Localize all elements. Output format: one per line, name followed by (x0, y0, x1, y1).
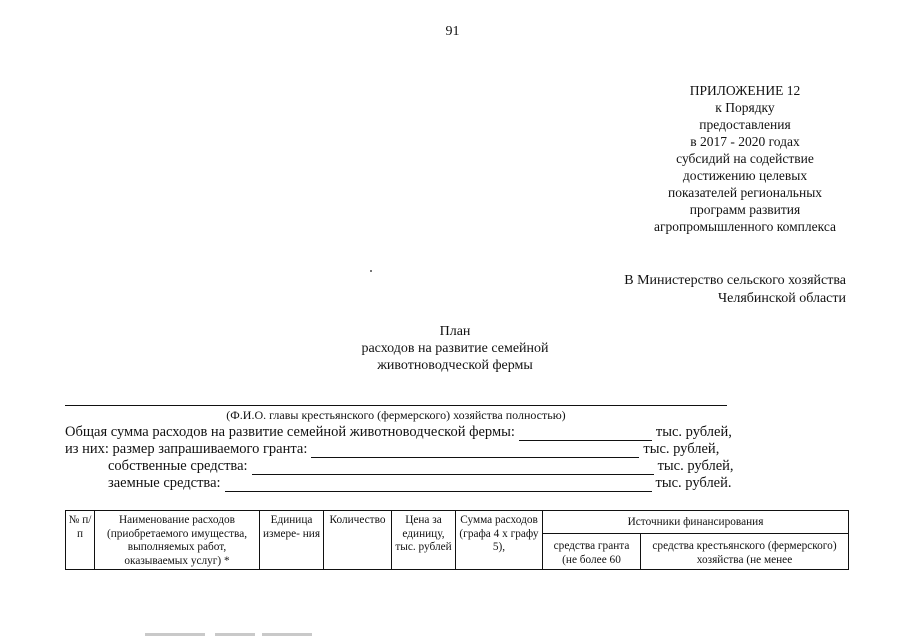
plan-title-line-1: План (439, 324, 471, 339)
loan-funds-row (108, 475, 732, 492)
grant-sum-blank[interactable] (311, 444, 639, 458)
own-funds-blank[interactable] (252, 461, 654, 475)
loan-funds-label: заемные средства: (108, 475, 221, 491)
appendix-line: субсидий на содействие (676, 151, 814, 166)
page-number: 91 (445, 24, 460, 39)
addressee-block (560, 272, 846, 307)
plan-title-line-3: животноводческой фермы (377, 358, 533, 373)
own-funds-unit: тыс. рублей, (657, 458, 734, 474)
own-funds-row (108, 458, 734, 475)
loan-funds-unit: тыс. рублей. (655, 475, 732, 491)
col-header-quantity: Количество (324, 511, 392, 570)
own-funds-label: собственные средства: (108, 458, 248, 474)
col-header-grant-funds: средства гранта (не более 60 (543, 534, 641, 570)
fio-caption: (Ф.И.О. главы крестьянского (фермерского) хозяйства полностью) (226, 408, 566, 422)
plan-title (300, 323, 610, 374)
total-sum-row (65, 424, 732, 441)
col-header-unit-price: Цена за единицу, тыс. рублей (392, 511, 456, 570)
appendix-line: достижению целевых (682, 168, 808, 183)
col-header-expense-name: Наименование расходов (приобретаемого имущества, выполняемых работ, оказываемых услуг) * (95, 511, 260, 570)
scan-artifact (215, 633, 255, 636)
appendix-line: ПРИЛОЖЕНИЕ 12 (689, 83, 801, 98)
total-sum-blank[interactable] (519, 427, 652, 441)
page-bottom (0, 578, 905, 640)
fio-blank-line[interactable] (65, 405, 727, 406)
addressee-line-1: В Министерство сельского хозяйства (624, 273, 846, 288)
grant-sum-label: из них: размер запрашиваемого гранта: (65, 441, 308, 457)
addressee-line-2: Челябинской области (718, 290, 846, 306)
grant-sum-row (65, 441, 719, 458)
grant-sum-unit: тыс. рублей, (643, 441, 720, 457)
total-sum-unit: тыс. рублей, (655, 424, 732, 440)
appendix-line: в 2017 - 2020 годах (690, 134, 800, 149)
appendix-line: программ развития (689, 202, 801, 217)
col-header-total: Сумма расходов (графа 4 х графу 5), (456, 511, 543, 570)
plan-title-line-2: расходов на развитие семейной (361, 341, 549, 356)
appendix-line: показателей региональных (667, 185, 823, 200)
total-sum-label: Общая сумма расходов на развитие семейной животноводческой фермы: (65, 424, 515, 440)
appendix-line: агропромышленного комплекса (654, 219, 836, 234)
col-header-number: № п/п (66, 511, 95, 570)
appendix-line: к Порядку (715, 100, 775, 115)
scan-artifact (262, 633, 312, 636)
appendix-header (600, 82, 890, 235)
col-header-funding-sources: Источники финансирования (543, 511, 849, 534)
expense-table (65, 510, 849, 570)
scan-speck (370, 270, 372, 272)
scan-artifact (145, 633, 205, 636)
col-header-unit: Единица измере- ния (260, 511, 324, 570)
loan-funds-blank[interactable] (225, 478, 652, 492)
appendix-line: предоставления (699, 117, 791, 132)
col-header-farm-funds: средства крестьянского (фермерского) хозяйства (не менее (641, 534, 849, 570)
